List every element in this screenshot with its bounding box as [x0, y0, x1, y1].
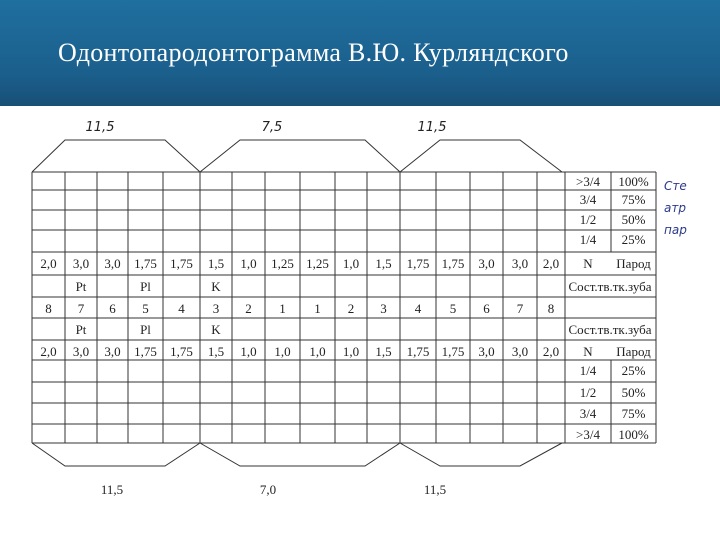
bottom-arch-label: 11,5	[100, 482, 124, 497]
coef-upper-cell: 1,75	[441, 256, 465, 271]
slide-title: Одонтопародонтограмма В.Ю. Курляндского	[58, 38, 569, 67]
coef-lower-cell: 1,0	[240, 344, 257, 359]
side-note: атр	[664, 201, 686, 215]
bottom-arch-label: 11,5	[423, 482, 447, 497]
status-lower-pl: Pl	[140, 322, 151, 337]
n-label: N	[583, 256, 593, 271]
tooth-number-cell: 4	[414, 301, 422, 316]
legend-upper-percent: 50%	[621, 212, 646, 227]
coef-lower-cell: 3,0	[478, 344, 495, 359]
tooth-number-cell: 2	[245, 301, 252, 316]
coef-upper-cell: 1,5	[375, 256, 392, 271]
tooth-number-cell: 6	[109, 301, 116, 316]
coef-upper-cell: 3,0	[72, 256, 90, 271]
legend-upper-percent: 75%	[621, 192, 646, 207]
legend-lower-percent: 25%	[621, 363, 646, 378]
tooth-number-cell: 8	[547, 301, 555, 316]
lower-arch-front	[200, 443, 400, 466]
tooth-number-cell: 1	[279, 301, 286, 316]
legend-upper-fraction: 3/4	[579, 192, 597, 207]
status-upper-pl: Pl	[140, 279, 151, 294]
coef-lower-cell: 3,0	[104, 344, 121, 359]
coef-upper-cell: 3,0	[104, 256, 121, 271]
chart-grid	[32, 140, 656, 466]
sost-upper-label: Сост.тв.тк.зуба	[568, 279, 652, 294]
status-lower-k: K	[211, 322, 221, 337]
status-lower-pt: Pt	[75, 322, 87, 337]
coef-lower-cell: 3,0	[72, 344, 90, 359]
legend-upper-fraction: 1/2	[579, 212, 597, 227]
coef-upper-cell: 1,75	[134, 256, 157, 271]
tooth-number-cell: 4	[178, 301, 185, 316]
coef-upper-cell: 1,0	[240, 256, 257, 271]
legend-lower-percent: 50%	[621, 385, 646, 400]
coef-lower-cell: 2,0	[542, 344, 560, 359]
tooth-number-cell: 3	[212, 301, 220, 316]
coef-lower-cell: 1,0	[309, 344, 326, 359]
coef-lower-cell: 2,0	[40, 344, 57, 359]
coef-upper-cell: 1,5	[207, 256, 225, 271]
coef-lower-cell: 1,75	[406, 344, 430, 359]
coef-upper-cell: 1,25	[271, 256, 294, 271]
legend-lower-fraction: 1/2	[579, 385, 597, 400]
coef-upper-cell: 2,0	[542, 256, 560, 271]
coef-upper-cell: 3,0	[511, 256, 529, 271]
tooth-number-cell: 1	[314, 301, 321, 316]
tooth-number-cell: 3	[380, 301, 387, 316]
legend-lower-fraction: >3/4	[576, 427, 600, 442]
coef-lower-cell: 1,0	[274, 344, 291, 359]
tooth-number-cell: 6	[483, 301, 490, 316]
legend-upper-fraction: 1/4	[579, 232, 597, 247]
parod-label-lower: Парод	[616, 344, 651, 359]
coef-upper-cell: 1,75	[406, 256, 430, 271]
status-upper-k: K	[211, 279, 221, 294]
upper-arch-left	[32, 140, 200, 172]
legend-upper-percent: 25%	[621, 232, 646, 247]
coef-upper-cell: 3,0	[478, 256, 495, 271]
legend-lower-fraction: 3/4	[579, 406, 597, 421]
tooth-number-cell: 5	[449, 301, 457, 316]
coef-upper-cell: 1,25	[306, 256, 329, 271]
parod-label: Парод	[616, 256, 651, 271]
side-note: Сте	[664, 179, 687, 193]
tooth-number-cell: 8	[45, 301, 52, 316]
coef-lower-cell: 3,0	[511, 344, 529, 359]
coef-upper-cell: 2,0	[40, 256, 57, 271]
tooth-number-cell: 7	[516, 301, 524, 316]
coef-lower-cell: 1,5	[207, 344, 225, 359]
coef-lower-cell: 1,75	[134, 344, 157, 359]
sost-lower-label: Сост.тв.тк.зуба	[568, 322, 652, 337]
coef-lower-cell: 1,75	[170, 344, 193, 359]
legend-lower-fraction: 1/4	[579, 363, 597, 378]
lower-arch-left	[32, 443, 200, 466]
legend-upper-fraction: >3/4	[576, 174, 600, 189]
tooth-number-cell: 2	[347, 301, 355, 316]
legend-lower-percent: 75%	[621, 406, 646, 421]
top-arch-label: 7,5	[261, 120, 283, 135]
legend-upper-percent: 100%	[618, 174, 649, 189]
top-arch-label: 11,5	[85, 120, 115, 135]
coef-lower-cell: 1,75	[441, 344, 465, 359]
coef-lower-cell: 1,0	[342, 344, 360, 359]
n-label-lower: N	[583, 344, 593, 359]
coef-upper-cell: 1,0	[342, 256, 360, 271]
upper-arch-right	[400, 140, 562, 172]
legend-lower-percent: 100%	[618, 427, 649, 442]
top-arch-label: 11,5	[417, 120, 447, 135]
upper-arch-front	[200, 140, 400, 172]
lower-arch-right	[400, 443, 562, 466]
tooth-number-cell: 5	[142, 301, 149, 316]
tooth-number-cell: 7	[77, 301, 85, 316]
coef-upper-cell: 1,75	[170, 256, 193, 271]
status-upper-pt: Pt	[75, 279, 87, 294]
coef-lower-cell: 1,5	[375, 344, 392, 359]
side-note: пар	[664, 223, 687, 237]
bottom-arch-label: 7,0	[259, 482, 277, 497]
